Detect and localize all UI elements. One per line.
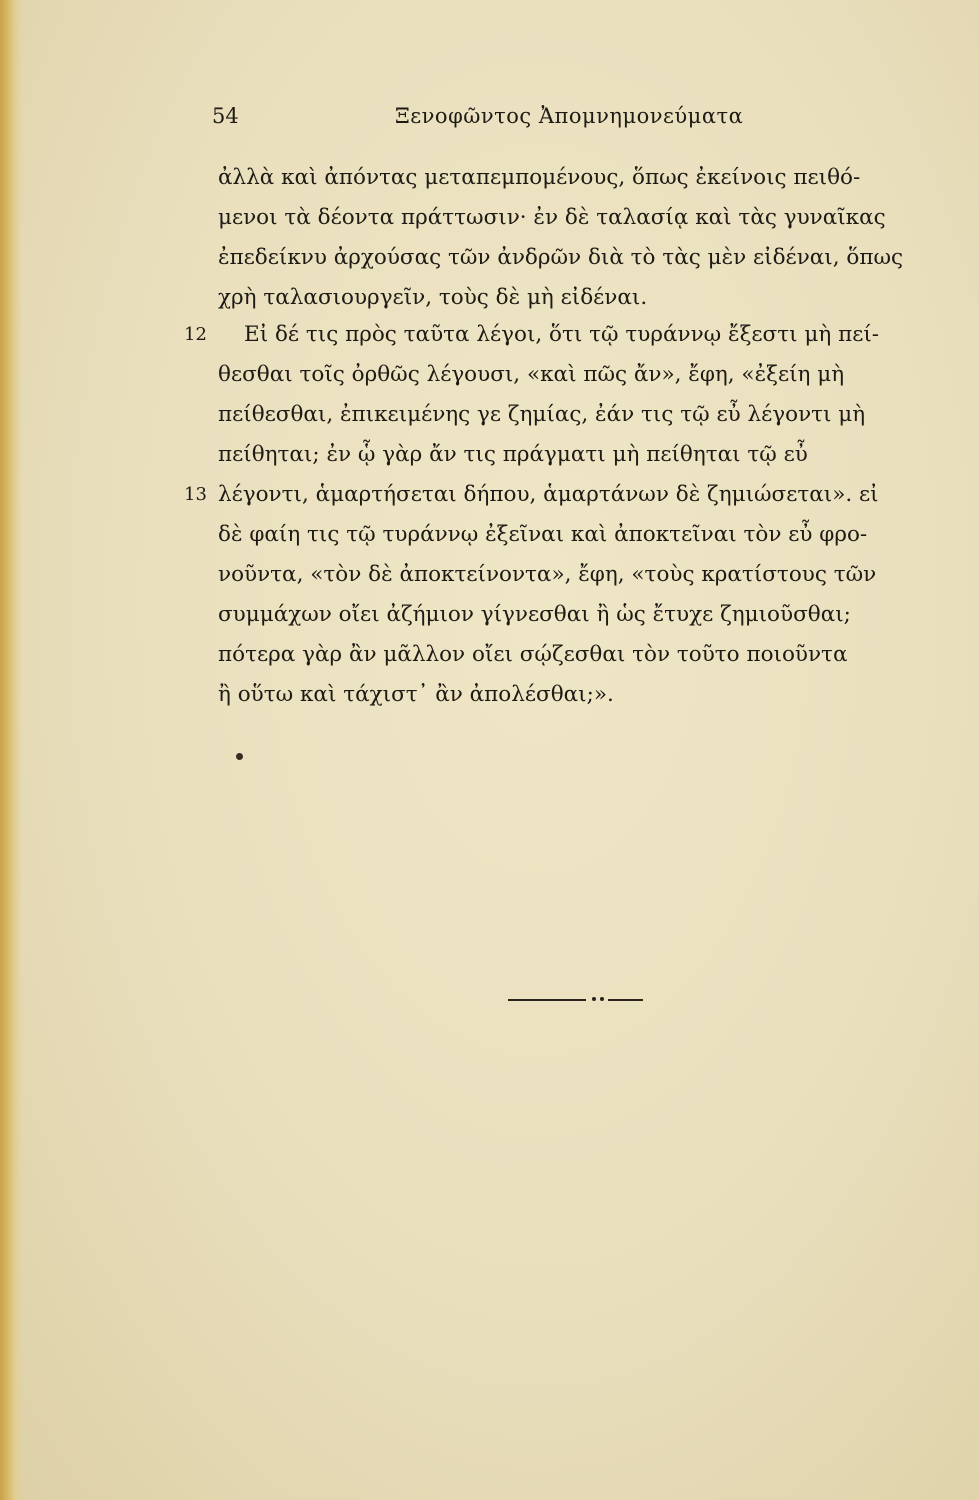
section-number-13: 13 <box>184 484 207 505</box>
closing-ornament-rule <box>508 995 643 1005</box>
text-line-5: Εἰ δέ τις πρὸς ταῦτα λέγοι, ὅτι τῷ τυράννῳ ἔξεστι μὴ πεί- <box>244 322 880 347</box>
ornament-dot <box>600 997 604 1001</box>
text-line-13: πότερα γὰρ ἂν μᾶλλον οἴει σῴζεσθαι τὸν τοῦτο ποιοῦντα <box>218 642 848 667</box>
text-line-8: πείθηται; ἐν ᾧ γὰρ ἄν τις πράγματι μὴ πείθηται τῷ εὖ <box>218 442 808 467</box>
text-line-12: συμμάχων οἴει ἀζήμιον γίγνεσθαι ἢ ὡς ἔτυχε ζημιοῦσθαι; <box>218 602 851 627</box>
running-head <box>212 98 792 134</box>
text-line-1: ἀλλὰ καὶ ἀπόντας μεταπεμπομένους, ὅπως ἐκείνοις πειθό- <box>218 165 861 190</box>
page-gilt-edge <box>0 0 22 1500</box>
book-title: Ξενοφῶντος Ἀπομνημονεύματα <box>395 104 744 128</box>
text-line-2: μενοι τὰ δέοντα πράττωσιν· ἐν δὲ ταλασίᾳ καὶ τὰς γυναῖκας <box>218 205 886 230</box>
text-line-14: ἢ οὕτω καὶ τάχιστ᾽ ἂν ἀπολέσθαι;». <box>218 682 614 707</box>
text-line-4: χρὴ ταλασιουργεῖν, τοὺς δὲ μὴ εἰδέναι. <box>218 285 648 310</box>
ink-spot <box>236 753 243 760</box>
section-number-12: 12 <box>184 324 207 345</box>
text-line-9: λέγοντι, ἁμαρτήσεται δήπου, ἁμαρτάνων δὲ ζημιώσεται». εἰ <box>218 482 879 507</box>
ornament-rule-right <box>608 999 643 1001</box>
page-number: 54 <box>212 104 239 128</box>
ornament-rule-left <box>508 999 586 1001</box>
text-line-10: δὲ φαίη τις τῷ τυράννῳ ἐξεῖναι καὶ ἀποκτεῖναι τὸν εὖ φρο- <box>218 522 868 547</box>
text-line-6: θεσθαι τοῖς ὀρθῶς λέγουσι, «καὶ πῶς ἄν», ἔφη, «ἐξείη μὴ <box>218 362 845 387</box>
text-line-11: νοῦντα, «τὸν δὲ ἀποκτείνοντα», ἔφη, «τοὺς κρατίστους τῶν <box>218 562 877 587</box>
text-line-3: ἐπεδείκνυ ἀρχούσας τῶν ἀνδρῶν διὰ τὸ τὰς μὲν εἰδέναι, ὅπως <box>218 245 904 270</box>
text-line-7: πείθεσθαι, ἐπικειμένης γε ζημίας, ἐάν τις τῷ εὖ λέγοντι μὴ <box>218 402 866 427</box>
ornament-dot <box>592 997 596 1001</box>
